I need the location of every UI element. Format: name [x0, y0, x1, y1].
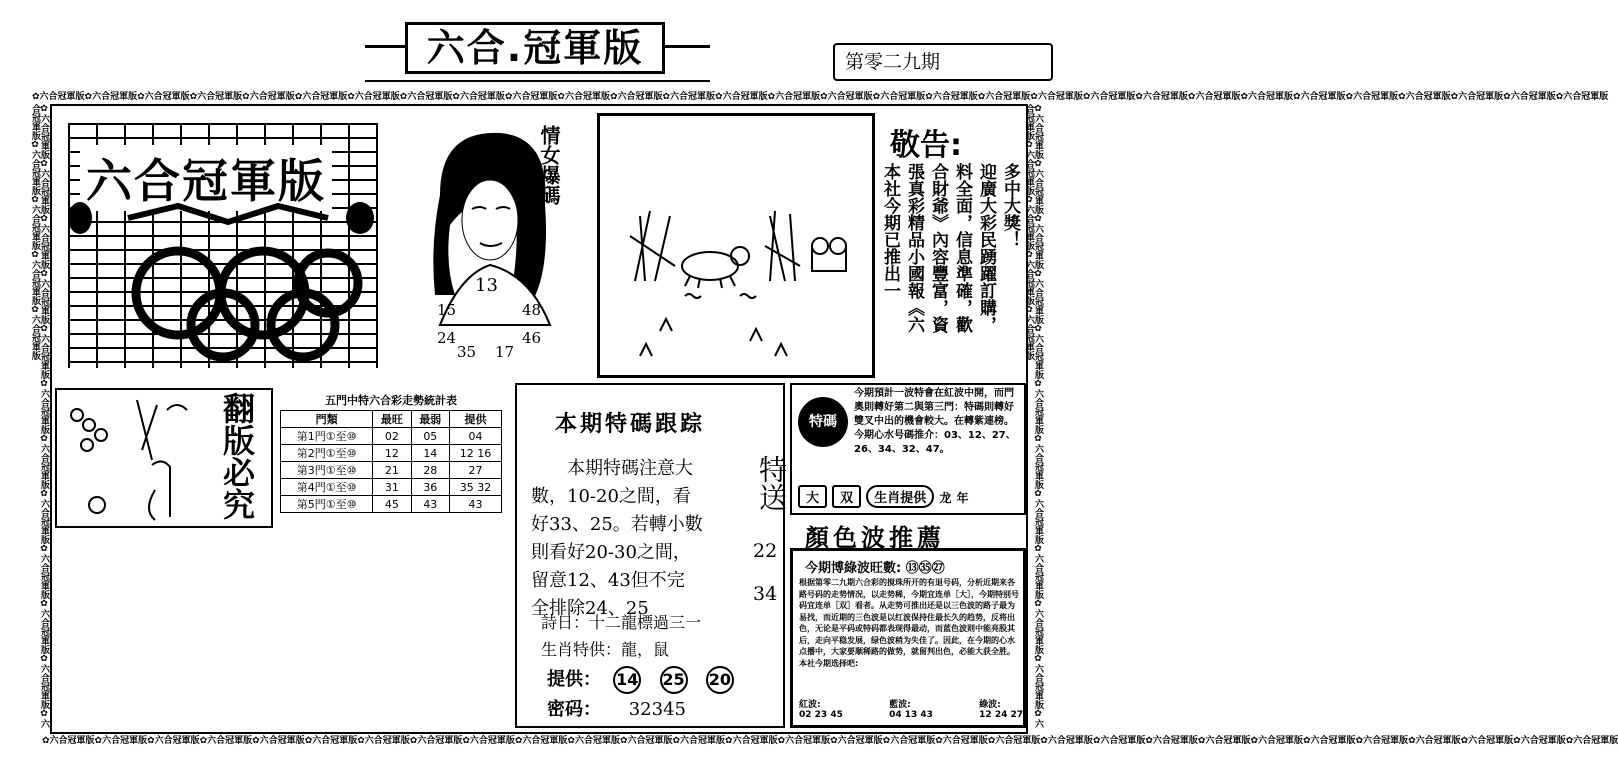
photo-number-17: 17	[495, 343, 515, 361]
zodiac-provide-suffix: 年	[956, 491, 969, 505]
col-header-provide: 提供	[450, 411, 502, 428]
col-header-cold: 最弱	[411, 411, 449, 428]
hot-cell-text: 45	[384, 497, 399, 511]
photo-number-24: 24	[437, 329, 457, 347]
color-wave-title: 顏色波推薦	[805, 524, 945, 552]
gate-name-cell-text: 第1門	[296, 430, 326, 443]
olympic-rings-icon	[108, 233, 378, 363]
gate-name-cell	[281, 428, 373, 445]
hot-cell	[373, 428, 411, 445]
cold-cell-text: 14	[423, 446, 438, 460]
poem-line: 詩日：十二龍標過三一	[541, 613, 702, 632]
gates-header-row	[281, 411, 502, 428]
tracking-line: 全排除24、25	[531, 598, 649, 619]
special-number-1: 22	[753, 540, 778, 562]
provide-cell	[450, 479, 502, 496]
notice-title: 敬告:	[890, 128, 962, 163]
hot-cell-text: 02	[384, 429, 399, 443]
border-right: ✿六合冠軍版✿六合冠軍版✿六合冠軍版✿六合冠軍版✿六合冠軍版✿六合冠軍版✿六合冠軍版✿六合冠軍版✿六合冠軍版✿六合冠軍版✿六合冠軍版✿六合冠軍版✿六合冠軍版✿六合冠軍版✿六合冠軍版✿六合冠軍版	[1024, 104, 1043, 728]
provide-row	[547, 665, 740, 694]
provide-cell	[450, 496, 502, 513]
tracking-box	[515, 383, 788, 728]
col-header-gate: 門類	[281, 411, 373, 428]
gate-name-cell-text: 第4門	[296, 481, 326, 494]
even-label: 双	[832, 485, 861, 508]
code-value: 32345	[628, 699, 686, 720]
zodiac-provide-value: 龙	[939, 491, 952, 505]
tracking-line: 留意12、43但不完	[531, 570, 685, 591]
gates-table-row	[281, 428, 502, 445]
notice-col-2: 張真彩精品小國報《六	[904, 163, 924, 333]
green-wave-numbers: 12 24 27	[979, 710, 1023, 720]
notice-col-3: 合財爺》內容豐富，資	[928, 163, 948, 333]
issue-number: 第零二九期	[833, 43, 1053, 81]
page-title: 六合.冠軍版	[405, 22, 665, 74]
tiger-puzzle-icon	[600, 116, 872, 375]
provide-cell-text: 27	[468, 463, 483, 477]
zodiac-line: 生肖特供：龍，鼠	[541, 640, 670, 659]
color-wave-body: 根据第零二九期六合彩的搅珠所开的有退号码，分析近期来各路号码的走势情况，以走势稀，今期宜连单［大］，今期特别号码宜连单［双］看者。从走势可推出还是以三色波的路子最为易找，而近期的三色波是以红波保持住最长久的趋势，反将出色，无论是平码或特码都表现得最动，而蓝色波则中能亮股其后，走向平稳发展，绿色波稍为失佳了。因此，在今期的心水点播中，大家要顺稀路的做势，就留判出色，必能大获全胜。本社今期选择吧:	[799, 578, 1019, 668]
gates-table-row	[281, 496, 502, 513]
gate-name-cell	[281, 496, 373, 513]
lantern-icon	[68, 198, 378, 238]
cold-cell	[411, 479, 449, 496]
border-bottom: ✿六合冠軍版✿六合冠軍版✿六合冠軍版✿六合冠軍版✿六合冠軍版✿六合冠軍版✿六合冠軍版✿六合冠軍版✿六合冠軍版✿六合冠軍版✿六合冠軍版✿六合冠軍版✿六合冠軍版✿六合冠軍版✿六合冠軍版✿六合冠軍版✿六合冠軍版✿六合冠軍版✿六合冠軍版✿六合冠軍版✿六合冠軍版✿六合冠軍版✿六合冠軍版✿六合冠軍版✿六合冠軍版✿六合冠軍版✿六合冠軍版✿六合冠軍版✿六合冠軍版✿六合冠軍版	[42, 736, 1618, 746]
gate-name-cell	[281, 445, 373, 462]
notice-col-6: 多中大獎！	[1000, 163, 1020, 248]
color-wave-results	[799, 697, 1023, 720]
green-wave-label: 綠波:	[979, 700, 1001, 710]
gates-table-row	[281, 479, 502, 496]
fanban-box	[55, 388, 273, 528]
gate-range-text: ①至⑩	[325, 464, 357, 477]
big-label: 大	[798, 485, 827, 508]
gates-table-title: 五門中特六合彩走勢統計表	[325, 394, 457, 407]
provide-number: 25	[660, 666, 688, 694]
cold-cell	[411, 496, 449, 513]
gate-name-cell-text: 第2門	[296, 447, 326, 460]
bird-flower-icon	[57, 390, 207, 526]
gate-name-cell	[281, 462, 373, 479]
gate-info-text: 今期預計一波特會在紅波中開，而門奧則轉好第二與第三門：特碼則轉好雙叉中出的機會較大。在轉紫連榜。今期心水号碼推介：03、12、27、26、34、32、47。	[854, 388, 1016, 455]
green-wave	[979, 697, 1023, 720]
provide-cell-text: 35 32	[459, 480, 492, 494]
header-rule-bottom	[365, 80, 710, 82]
col-header-hot: 最旺	[373, 411, 411, 428]
red-wave-numbers: 02 23 45	[799, 710, 843, 720]
blue-wave-numbers: 04 13 43	[889, 710, 933, 720]
cold-cell-text: 36	[423, 480, 438, 494]
logo-text: 六合冠軍版	[80, 145, 332, 211]
border-top: ✿六合冠軍版✿六合冠軍版✿六合冠軍版✿六合冠軍版✿六合冠軍版✿六合冠軍版✿六合冠軍版✿六合冠軍版✿六合冠軍版✿六合冠軍版✿六合冠軍版✿六合冠軍版✿六合冠軍版✿六合冠軍版✿六合冠軍版✿六合冠軍版✿六合冠軍版✿六合冠軍版✿六合冠軍版✿六合冠軍版✿六合冠軍版✿六合冠軍版✿六合冠軍版✿六合冠軍版✿六合冠軍版✿六合冠軍版✿六合冠軍版✿六合冠軍版✿六合冠軍版✿六合冠軍版	[32, 92, 1609, 102]
special-number-2: 34	[753, 583, 778, 605]
border-left: ✿六合冠軍版✿六合冠軍版✿六合冠軍版✿六合冠軍版✿六合冠軍版✿六合冠軍版✿六合冠軍版✿六合冠軍版✿六合冠軍版✿六合冠軍版✿六合冠軍版✿六合冠軍版✿六合冠軍版✿六合冠軍版✿六合冠軍版✿六合冠軍版	[30, 104, 49, 728]
tracking-line: 本期特碼注意大	[567, 458, 693, 479]
gate-name-cell-text: 第3門	[296, 464, 326, 477]
gates-table-row	[281, 445, 502, 462]
hot-cell-text: 31	[384, 480, 399, 494]
provide-cell	[450, 462, 502, 479]
notice-col-1: 本社今期已推出一	[880, 163, 900, 299]
provide-cell-text: 04	[468, 429, 483, 443]
photo-number-13: 13	[475, 275, 498, 296]
tracking-line: 數，10-20之間，看	[531, 486, 691, 507]
hot-cell	[373, 462, 411, 479]
gates-table	[280, 410, 502, 513]
gate-name-cell	[281, 479, 373, 496]
photo-area	[385, 125, 590, 380]
provide-number: 14	[613, 666, 641, 694]
cold-cell-text: 43	[423, 497, 438, 511]
blue-wave-label: 藍波:	[889, 700, 911, 710]
cold-cell-text: 05	[423, 429, 438, 443]
gates-table-row	[281, 462, 502, 479]
fanban-title: 翻版必究	[218, 392, 256, 520]
red-wave-label: 紅波:	[799, 700, 821, 710]
hot-cell	[373, 479, 411, 496]
logo-brick-wall	[68, 123, 378, 368]
provide-cell	[450, 428, 502, 445]
gate-range-text: ①至⑩	[325, 481, 357, 494]
provide-cell-text: 12 16	[459, 446, 492, 460]
gate-range-text: ①至⑩	[325, 447, 357, 460]
code-label: 密码：	[547, 699, 601, 720]
gates-table-section	[280, 392, 502, 513]
provide-number: 20	[706, 666, 734, 694]
color-wave-subtitle	[805, 557, 945, 576]
photo-number-48: 48	[522, 301, 542, 319]
gate-name-cell-text: 第5門	[296, 498, 326, 511]
cold-cell-text: 28	[423, 463, 438, 477]
color-wave-subtitle-text: 今期博綠波旺數:	[805, 561, 902, 576]
hot-cell-text: 21	[384, 463, 399, 477]
notice-body	[879, 163, 1021, 378]
cold-cell	[411, 428, 449, 445]
gate-info-bottom-row	[798, 485, 968, 508]
photo-number-35: 35	[457, 343, 477, 361]
color-wave-box	[790, 548, 1026, 728]
blue-wave	[889, 697, 933, 720]
puzzle-picture-box	[597, 113, 875, 378]
zodiac-provide-label: 生肖提供	[866, 485, 934, 508]
cold-cell	[411, 445, 449, 462]
photo-number-46: 46	[522, 329, 542, 347]
red-wave	[799, 697, 843, 720]
hot-cell	[373, 496, 411, 513]
photo-number-15: 15	[437, 301, 457, 319]
notice-section	[880, 115, 1025, 380]
header-rule-right	[665, 45, 710, 48]
provide-cell-text: 43	[468, 497, 483, 511]
provide-cell	[450, 445, 502, 462]
gate-range-text: ①至⑩	[325, 498, 357, 511]
tracking-title: 本期特碼跟踪	[555, 411, 706, 437]
code-row	[547, 695, 686, 721]
gate-info-box	[790, 383, 1026, 515]
gate-range-text: ①至⑩	[325, 430, 357, 443]
header-rule-left	[365, 45, 405, 48]
gate-info-logo: 特碼	[798, 397, 848, 447]
cold-cell	[411, 462, 449, 479]
special-label: 特送	[755, 455, 788, 511]
tracking-line: 好33、25。若轉小數	[531, 514, 703, 535]
notice-col-4: 料全面，信息準確，歡	[952, 163, 972, 333]
color-wave-subtitle-numbers: ⑬㉟㉗	[905, 561, 945, 576]
tracking-line: 則看好20-30之間，	[531, 542, 691, 563]
photo-caption: 情女爆碼	[537, 125, 561, 205]
tracking-body	[531, 455, 751, 623]
hot-cell	[373, 445, 411, 462]
hot-cell-text: 12	[384, 446, 399, 460]
provide-label: 提供：	[547, 669, 601, 690]
notice-col-5: 迎廣大彩民踴躍訂購，	[976, 163, 996, 333]
